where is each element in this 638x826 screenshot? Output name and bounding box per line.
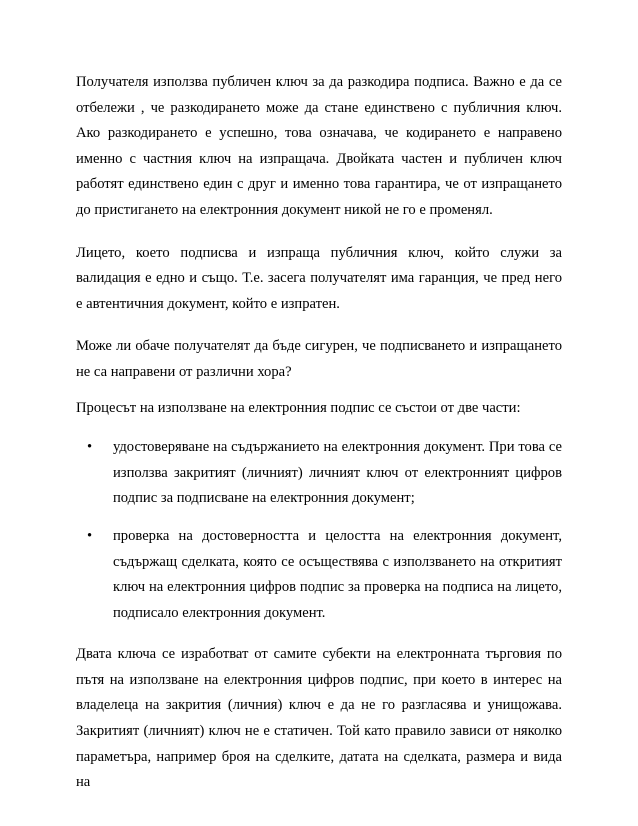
bullet-icon: • — [87, 527, 93, 544]
list-item — [76, 435, 562, 512]
process-steps-list — [76, 435, 562, 626]
bullet-icon: • — [87, 439, 93, 456]
list-item-text: удостоверяване на съдържанието на електронния документ. При това се използва закритият (личният) личният ключ от електронният цифров подпис за подписване на електронния документ; — [113, 439, 562, 507]
paragraph-signer-identity: Лицето, което подписва и изпраща публичния ключ, който служи за валидация е едно и също. Т.е. засега получателят има гаранция, че пред него е автентичния документ, който е изпратен. — [76, 244, 562, 312]
paragraph-key-generation: Двата ключа се изработват от самите субекти на електронната търговия по пътя на използване на електронния цифров подпис, при което в интерес на владелеца на закрития (личния) ключ е да не го разгласява и унищожава. Закритият (личният) ключ не е статичен. Той като правило зависи от няколко параметъра, например броя на сделките, датата на сделката, размера и вида на — [76, 646, 562, 791]
paragraph-process-intro: Процесът на използване на електронния подпис се състои от две части: — [76, 399, 521, 416]
document-body — [76, 70, 562, 796]
list-item-text: проверка на достоверността и целостта на електронния документ, съдържащ сделката, която се осъществява с използването на откритият ключ на електронния цифров подпис за проверка на подписа на лицето, подписало електронния документ. — [113, 527, 562, 621]
paragraph-signature-decoding: Получателя използва публичен ключ за да разкодира подписа. Важно е да се отбележи , че разкодирането може да стане единствено с публичния ключ. Ако разкодирането е успешно, това означава, че кодирането е направено именно с частния ключ на изпращача. Двойката частен и публичен ключ работят единствено един с друг и именно това гарантира, че от изпращането до пристигането на електронния документ никой не го е променял. — [76, 74, 562, 218]
list-item — [76, 524, 562, 626]
paragraph-question: Може ли обаче получателят да бъде сигурен, че подписването и изпращането не са направени от различни хора? — [76, 338, 562, 380]
